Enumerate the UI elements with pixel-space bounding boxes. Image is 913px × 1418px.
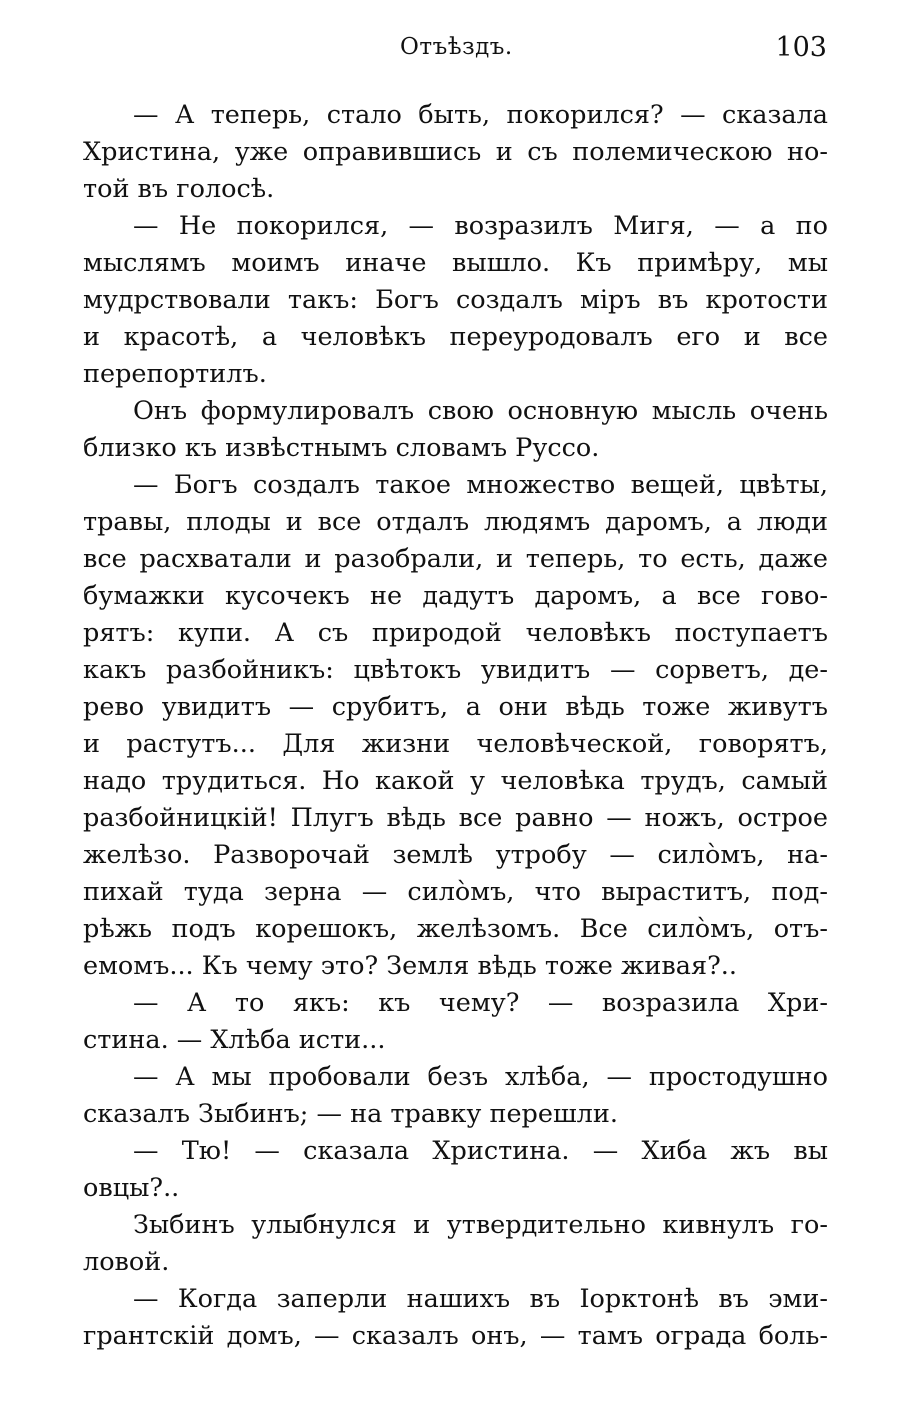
text-line: и растутъ... Для жизни человѣческой, говорятъ, <box>83 729 828 759</box>
text-line: пихай туда зерна — силòмъ, что выраститъ, под- <box>83 877 828 907</box>
text-line: — Не покорился, — возразилъ Мигя, — а по <box>133 211 828 241</box>
text-line: какъ разбойникъ: цвѣтокъ увидитъ — сорветъ, де- <box>83 655 828 685</box>
text-line: — А мы пробовали безъ хлѣба, — простодушно <box>133 1062 828 1092</box>
running-title: Отъѣздъ. <box>400 34 513 60</box>
text-line: рево увидитъ — срубитъ, а они вѣдь тоже живутъ <box>83 692 828 722</box>
paragraph <box>83 208 828 393</box>
paragraph <box>83 1059 828 1133</box>
text-line: рѣжь подъ корешокъ, желѣзомъ. Все силòмъ, отъ- <box>83 914 828 944</box>
text-line: желѣзо. Разворочай землѣ утробу — силòмъ, на- <box>83 840 828 870</box>
paragraph <box>83 467 828 985</box>
text-line: все расхватали и разобрали, и теперь, то есть, даже <box>83 544 828 574</box>
text-line: мудрствовали такъ: Богъ создалъ міръ въ кротости <box>83 285 828 315</box>
text-line: близко къ извѣстнымъ словамъ Руссо. <box>83 433 600 463</box>
text-line: — Тю! — сказала Христина. — Хиба жъ вы <box>133 1136 828 1166</box>
paragraph <box>83 1133 828 1207</box>
text-line: той въ голосѣ. <box>83 174 275 204</box>
text-line: ловой. <box>83 1247 170 1277</box>
text-line: Зыбинъ улыбнулся и утвердительно кивнулъ го- <box>133 1210 828 1240</box>
text-line: грантскій домъ, — сказалъ онъ, — тамъ ограда боль- <box>83 1321 828 1351</box>
text-line: — А теперь, стало быть, покорился? — сказала <box>133 100 828 130</box>
text-line: травы, плоды и все отдалъ людямъ даромъ, а люди <box>83 507 828 537</box>
text-line: — Богъ создалъ такое множество вещей, цвѣты, <box>133 470 828 500</box>
paragraph <box>83 1207 828 1281</box>
text-line: — Когда заперли нашихъ въ Іорктонѣ въ эми- <box>133 1284 828 1314</box>
text-line: мыслямъ моимъ иначе вышло. Къ примѣру, мы <box>83 248 828 278</box>
text-line: овцы?.. <box>83 1173 180 1203</box>
paragraph <box>83 393 828 467</box>
text-line: сказалъ Зыбинъ; — на травку перешли. <box>83 1099 618 1129</box>
text-line: Христина, уже оправившись и съ полемическою но- <box>83 137 828 167</box>
text-line: стина. — Хлѣба исти... <box>83 1025 386 1055</box>
text-line: емомъ... Къ чему это? Земля вѣдь тоже живая?.. <box>83 951 737 981</box>
text-line: Онъ формулировалъ свою основную мысль очень <box>133 396 828 426</box>
text-line: рятъ: купи. А съ природой человѣкъ поступаетъ <box>83 618 828 648</box>
body-text <box>83 97 828 1355</box>
text-line: перепортилъ. <box>83 359 267 389</box>
paragraph <box>83 1281 828 1355</box>
text-line: — А то якъ: къ чему? — возразила Хри- <box>133 988 828 1018</box>
text-line: бумажки кусочекъ не дадутъ даромъ, а все гово- <box>83 581 828 611</box>
paragraph <box>83 97 828 208</box>
page-number: 103 <box>775 32 827 63</box>
paragraph <box>83 985 828 1059</box>
text-line: разбойницкій! Плугъ вѣдь все равно — ножъ, острое <box>83 803 828 833</box>
text-line: надо трудиться. Но какой у человѣка трудъ, самый <box>83 766 828 796</box>
text-line: и красотѣ, а человѣкъ переуродовалъ его и все <box>83 322 828 352</box>
